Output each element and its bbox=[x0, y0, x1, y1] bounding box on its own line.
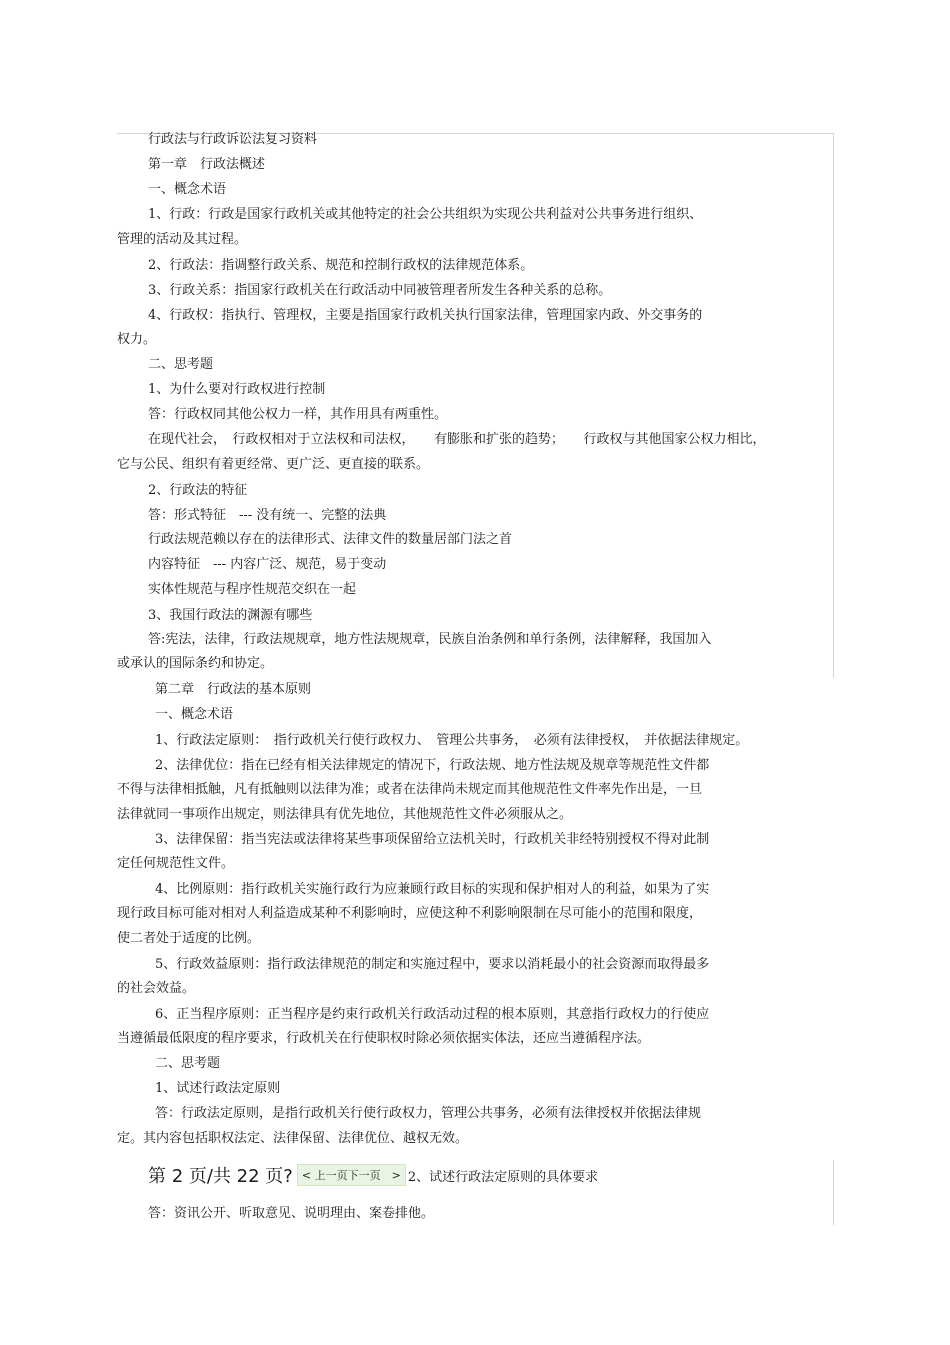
answer-line: 答：行政权同其他公权力一样，其作用具有两重性。 bbox=[148, 407, 448, 422]
section-heading: 一、概念术语 bbox=[155, 707, 234, 722]
answer-line: 或承认的国际条约和协定。 bbox=[117, 656, 274, 671]
answer-line: 答：资讯公开、听取意见、说明理由、案卷排他。 bbox=[148, 1206, 435, 1221]
answer-line: 行政法规范赖以存在的法律形式、法律文件的数量居部门法之首 bbox=[148, 532, 513, 547]
section-heading: 二、思考题 bbox=[155, 1056, 221, 1071]
answer-line: 答:宪法，法律，行政法规规章，地方性法规规章，民族自治条例和单行条例，法律解释，我国加入 bbox=[148, 632, 712, 647]
section-heading: 二、思考题 bbox=[148, 357, 214, 372]
answer-line: 内容特征 --- 内容广泛、规范，易于变动 bbox=[148, 557, 387, 572]
paragraph-line: 不得与法律相抵触，凡有抵触则以法律为准；或者在法律尚未规定而其他规范性文件率先作出是，一旦 bbox=[117, 782, 703, 797]
answer-line: 它与公民、组织有着更经常、更广泛、更直接的联系。 bbox=[117, 457, 430, 472]
paragraph-line: 法律就同一事项作出规定，则法律具有优先地位，其他规范性文件必须服从之。 bbox=[117, 807, 573, 822]
page-navigation-bar bbox=[148, 1162, 598, 1188]
paragraph-line: 定任何规范性文件。 bbox=[117, 856, 235, 871]
page-counter: 第 2 页/共 22 页? bbox=[148, 1166, 293, 1187]
paragraph-line: 权力。 bbox=[117, 332, 157, 347]
paragraph-line: 4、比例原则：指行政机关实施行政行为应兼顾行政目标的实现和保护相对人的利益，如果为了实 bbox=[155, 882, 710, 897]
pager-nav-group bbox=[297, 1164, 406, 1186]
next-page-link[interactable]: 下一页 > bbox=[347, 1169, 401, 1182]
question-line: 2、行政法的特征 bbox=[148, 483, 248, 498]
paragraph-line: 4、行政权：指执行、管理权，主要是指国家行政机关执行国家法律，管理国家内政、外交事务的 bbox=[148, 308, 703, 323]
paragraph-line: 6、正当程序原则：正当程序是约束行政机关行政活动过程的根本原则，其意指行政权力的行使应 bbox=[155, 1007, 710, 1022]
answer-line: 答：行政法定原则，是指行政机关行使行政权力，管理公共事务，必须有法律授权并依据法律规 bbox=[155, 1106, 702, 1121]
question-line: 3、我国行政法的渊源有哪些 bbox=[148, 608, 313, 623]
document-title: 行政法与行政诉讼法复习资料 bbox=[148, 132, 318, 147]
paragraph-line: 3、法律保留：指当宪法或法律将某些事项保留给立法机关时，行政机关非经特别授权不得对此制 bbox=[155, 832, 710, 847]
question-line: 2、试述行政法定原则的具体要求 bbox=[407, 1169, 599, 1185]
answer-line: 定。其内容包括职权法定、法律保留、法律优位、越权无效。 bbox=[117, 1131, 469, 1146]
chapter-heading: 第一章 行政法概述 bbox=[148, 157, 266, 172]
paragraph-line: 2、法律优位：指在已经有相关法律规定的情况下，行政法规、地方性法规及规章等规范性文件都 bbox=[155, 758, 710, 773]
previous-page-link[interactable]: < 上一页 bbox=[301, 1169, 348, 1182]
paragraph-line: 1、行政：行政是国家行政机关或其他特定的社会公共组织为实现公共利益对公共事务进行组织、 bbox=[148, 207, 703, 222]
question-line: 1、试述行政法定原则 bbox=[155, 1081, 281, 1096]
answer-line: 实体性规范与程序性规范交织在一起 bbox=[148, 582, 357, 597]
paragraph-line: 管理的活动及其过程。 bbox=[117, 232, 248, 247]
paragraph-line: 使二者处于适度的比例。 bbox=[117, 931, 261, 946]
paragraph-line: 3、行政关系：指国家行政机关在行政活动中同被管理者所发生各种关系的总称。 bbox=[148, 283, 612, 298]
answer-line: 答：形式特征 --- 没有统一、完整的法典 bbox=[148, 508, 387, 523]
answer-line: 在现代社会， 行政权相对于立法权和司法权， 有膨胀和扩张的趋势； 行政权与其他国家公权力相比， bbox=[148, 432, 766, 447]
page-border-right bbox=[833, 133, 834, 678]
question-line: 1、为什么要对行政权进行控制 bbox=[148, 382, 326, 397]
paragraph-line: 2、行政法：指调整行政关系、规范和控制行政权的法律规范体系。 bbox=[148, 258, 534, 273]
paragraph-line: 当遵循最低限度的程序要求，行政机关在行使职权时除必须依据实体法，还应当遵循程序法。 bbox=[117, 1031, 651, 1046]
page-border-right-lower bbox=[833, 1160, 834, 1225]
paragraph-line: 5、行政效益原则：指行政法律规范的制定和实施过程中，要求以消耗最小的社会资源而取得最多 bbox=[155, 957, 710, 972]
paragraph-line: 1、行政法定原则： 指行政机关行使行政权力、 管理公共事务， 必须有法律授权， 并依据法律规定。 bbox=[155, 733, 749, 748]
paragraph-line: 现行政目标可能对相对人利益造成某种不利影响时，应使这种不利影响限制在尽可能小的范围和限度， bbox=[117, 906, 703, 921]
chapter-heading: 第二章 行政法的基本原则 bbox=[155, 682, 312, 697]
paragraph-line: 的社会效益。 bbox=[117, 981, 196, 996]
section-heading: 一、概念术语 bbox=[148, 182, 227, 197]
